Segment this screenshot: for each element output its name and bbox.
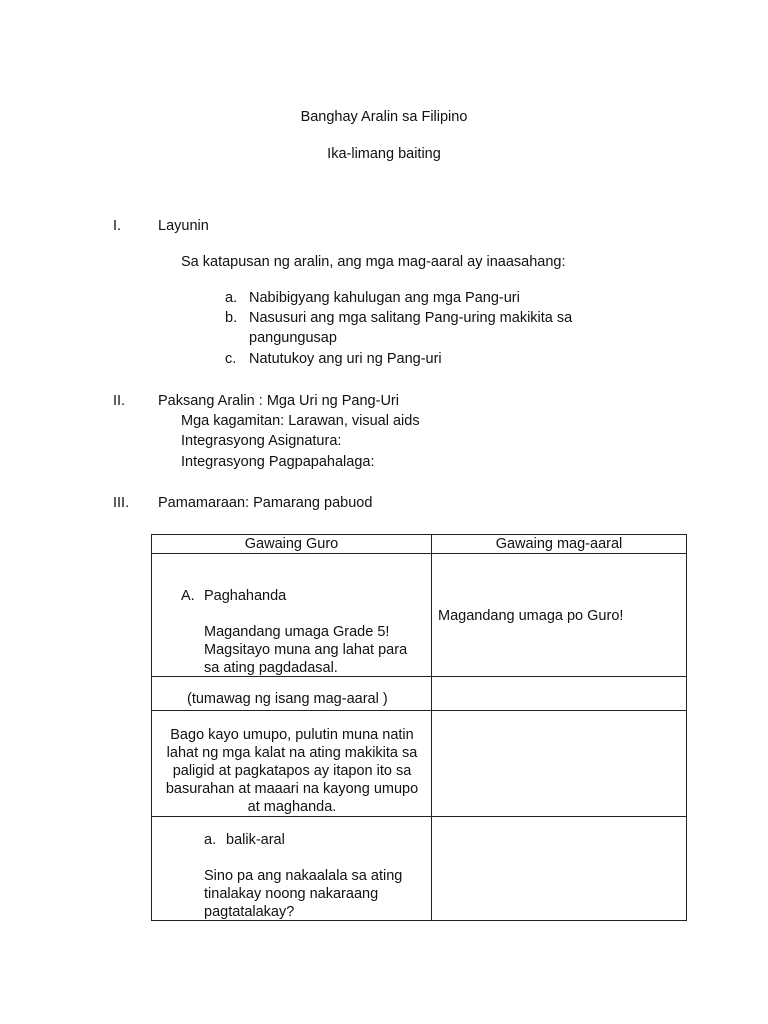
teacher-cell-cleanup (152, 711, 432, 817)
teacher-cell-preparation (152, 554, 432, 677)
table-row (152, 711, 687, 817)
objective-c-text: Natutukoy ang uri ng Pang-uri (249, 351, 442, 367)
teacher-line: pagtatalakay? (204, 904, 295, 920)
step-label: Paghahanda (204, 588, 287, 604)
table-row (152, 677, 687, 711)
teacher-line: at maghanda. (247, 799, 337, 815)
teacher-activity-header: Gawaing Guro (152, 535, 432, 554)
table-row (152, 817, 687, 921)
teacher-line: Magsitayo muna ang lahat para (204, 642, 408, 658)
subject-integration-line: Integrasyong Asignatura: (181, 433, 342, 449)
objective-a-text: Nabibigyang kahulugan ang mga Pang-uri (249, 290, 520, 306)
teacher-line: sa ating pagdadasal. (204, 660, 338, 676)
step-label: balik-aral (226, 832, 285, 848)
student-cell-greeting (432, 554, 687, 677)
objective-b-text-line-1: Nasusuri ang mga salitang Pang-uring makikita sa (249, 310, 573, 326)
section-1-numeral: I. (113, 218, 122, 234)
objective-a-mark: a. (225, 290, 238, 306)
teacher-line: lahat ng mga kalat na ating makikita sa (166, 745, 418, 761)
objective-b-mark: b. (225, 310, 238, 326)
section-3-heading: Pamamaraan: Pamarang pabuod (158, 495, 373, 511)
student-cell-empty (432, 711, 687, 817)
step-mark: A. (181, 588, 195, 604)
student-activity-header: Gawaing mag-aaral (432, 535, 687, 554)
table-header-row (152, 535, 687, 554)
teacher-instruction: (tumawag ng isang mag-aaral ) (187, 691, 388, 707)
teacher-line: Bago kayo umupo, pulutin muna natin (170, 727, 414, 743)
materials-line: Mga kagamitan: Larawan, visual aids (181, 413, 420, 429)
section-2-numeral: II. (113, 393, 126, 409)
objective-b-text-line-2: pangungusap (249, 330, 337, 346)
values-integration-line: Integrasyong Pagpapahalaga: (181, 454, 375, 470)
student-response: Magandang umaga po Guro! (438, 608, 624, 624)
teacher-line: basurahan at maaari na kayong umupo (165, 781, 419, 797)
document-title: Banghay Aralin sa Filipino (300, 109, 468, 125)
teacher-line: tinalakay noong nakaraang (204, 886, 379, 902)
teacher-line: paligid at pagkatapos ay itapon ito sa (172, 763, 412, 779)
teacher-cell-review (152, 817, 432, 921)
student-cell-empty (432, 677, 687, 711)
section-1-heading: Layunin (158, 218, 209, 234)
teacher-line: Magandang umaga Grade 5! (204, 624, 390, 640)
section-1-intro: Sa katapusan ng aralin, ang mga mag-aaral ay inaasahang: (181, 254, 566, 270)
teacher-cell-call-student (152, 677, 432, 711)
teacher-line: Sino pa ang nakaalala sa ating (204, 868, 403, 884)
section-2-heading: Paksang Aralin : Mga Uri ng Pang-Uri (158, 393, 399, 409)
objective-c-mark: c. (225, 351, 237, 367)
step-mark: a. (204, 832, 217, 848)
student-cell-empty (432, 817, 687, 921)
section-3-numeral: III. (113, 495, 130, 511)
lesson-procedure-table (151, 534, 687, 921)
document-subtitle: Ika-limang baiting (327, 146, 441, 162)
table-row (152, 554, 687, 677)
